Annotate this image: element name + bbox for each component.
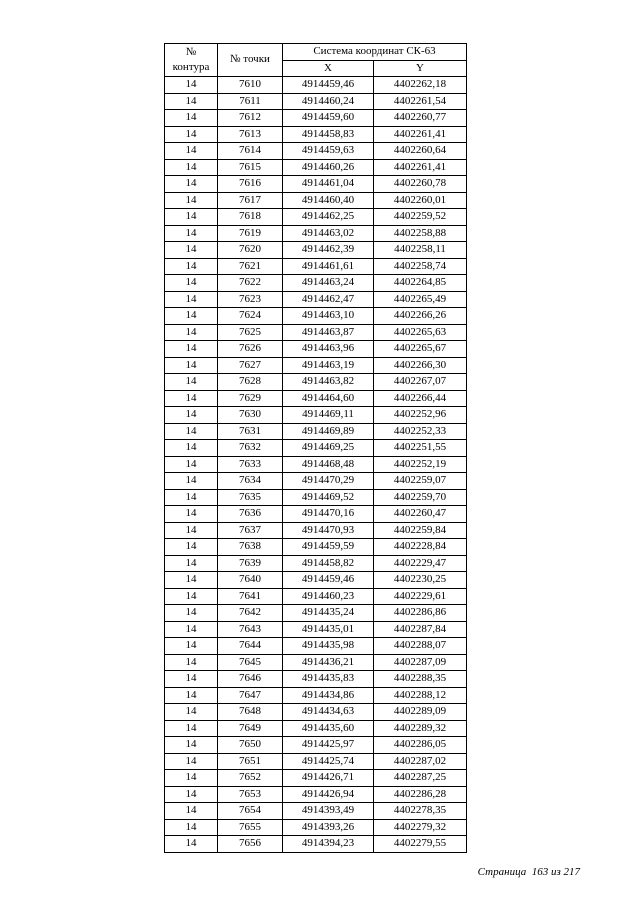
- cell-y: 4402279,32: [374, 819, 467, 836]
- cell-point: 7636: [218, 506, 283, 523]
- page-label: Страница: [477, 866, 527, 878]
- cell-x: 4914458,82: [283, 555, 374, 572]
- cell-contour: 14: [165, 753, 218, 770]
- table-row: [165, 242, 467, 259]
- header-y: Y: [374, 60, 467, 77]
- cell-contour: 14: [165, 423, 218, 440]
- cell-y: 4402259,07: [374, 473, 467, 490]
- cell-y: 4402265,49: [374, 291, 467, 308]
- cell-y: 4402289,32: [374, 720, 467, 737]
- cell-y: 4402286,86: [374, 605, 467, 622]
- table-row: [165, 720, 467, 737]
- cell-x: 4914436,21: [283, 654, 374, 671]
- cell-x: 4914464,60: [283, 390, 374, 407]
- cell-point: 7611: [218, 93, 283, 110]
- cell-contour: 14: [165, 324, 218, 341]
- table-row: [165, 110, 467, 127]
- cell-x: 4914459,46: [283, 77, 374, 94]
- cell-x: 4914463,10: [283, 308, 374, 325]
- cell-contour: 14: [165, 836, 218, 853]
- cell-x: 4914458,83: [283, 126, 374, 143]
- cell-y: 4402267,07: [374, 374, 467, 391]
- table-row: [165, 489, 467, 506]
- cell-x: 4914470,93: [283, 522, 374, 539]
- header-point: № точки: [218, 44, 283, 77]
- cell-y: 4402288,12: [374, 687, 467, 704]
- cell-x: 4914470,29: [283, 473, 374, 490]
- table-row: [165, 275, 467, 292]
- cell-x: 4914393,49: [283, 803, 374, 820]
- cell-contour: 14: [165, 654, 218, 671]
- cell-point: 7617: [218, 192, 283, 209]
- cell-point: 7610: [218, 77, 283, 94]
- table-row: [165, 308, 467, 325]
- cell-x: 4914469,89: [283, 423, 374, 440]
- cell-contour: 14: [165, 126, 218, 143]
- cell-contour: 14: [165, 605, 218, 622]
- table-row: [165, 176, 467, 193]
- table-row: [165, 506, 467, 523]
- cell-point: 7642: [218, 605, 283, 622]
- cell-contour: 14: [165, 390, 218, 407]
- cell-x: 4914468,48: [283, 456, 374, 473]
- cell-x: 4914459,60: [283, 110, 374, 127]
- cell-x: 4914461,61: [283, 258, 374, 275]
- cell-y: 4402288,35: [374, 671, 467, 688]
- cell-point: 7630: [218, 407, 283, 424]
- cell-contour: 14: [165, 621, 218, 638]
- cell-point: 7618: [218, 209, 283, 226]
- table-row: [165, 440, 467, 457]
- cell-contour: 14: [165, 671, 218, 688]
- cell-contour: 14: [165, 77, 218, 94]
- table-row: [165, 753, 467, 770]
- cell-y: 4402229,47: [374, 555, 467, 572]
- cell-x: 4914470,16: [283, 506, 374, 523]
- cell-contour: 14: [165, 341, 218, 358]
- cell-x: 4914463,82: [283, 374, 374, 391]
- cell-contour: 14: [165, 506, 218, 523]
- cell-point: 7612: [218, 110, 283, 127]
- table-row: [165, 555, 467, 572]
- cell-contour: 14: [165, 720, 218, 737]
- cell-y: 4402261,54: [374, 93, 467, 110]
- cell-y: 4402288,07: [374, 638, 467, 655]
- cell-y: 4402286,28: [374, 786, 467, 803]
- table-row: [165, 671, 467, 688]
- table-row: [165, 159, 467, 176]
- cell-contour: 14: [165, 93, 218, 110]
- cell-point: 7644: [218, 638, 283, 655]
- table-row: [165, 588, 467, 605]
- cell-point: 7627: [218, 357, 283, 374]
- table-row: [165, 93, 467, 110]
- page-total: 217: [563, 866, 580, 878]
- cell-y: 4402260,01: [374, 192, 467, 209]
- cell-y: 4402287,09: [374, 654, 467, 671]
- cell-contour: 14: [165, 539, 218, 556]
- cell-point: 7655: [218, 819, 283, 836]
- cell-point: 7640: [218, 572, 283, 589]
- cell-point: 7635: [218, 489, 283, 506]
- table-row: [165, 770, 467, 787]
- cell-y: 4402260,77: [374, 110, 467, 127]
- cell-x: 4914426,94: [283, 786, 374, 803]
- table-row: [165, 291, 467, 308]
- cell-y: 4402287,25: [374, 770, 467, 787]
- table-row: [165, 225, 467, 242]
- cell-x: 4914434,63: [283, 704, 374, 721]
- table-row: [165, 803, 467, 820]
- cell-contour: 14: [165, 522, 218, 539]
- table-row: [165, 143, 467, 160]
- table-row: [165, 654, 467, 671]
- cell-y: 4402265,67: [374, 341, 467, 358]
- table-row: [165, 572, 467, 589]
- cell-x: 4914462,47: [283, 291, 374, 308]
- cell-point: 7634: [218, 473, 283, 490]
- cell-y: 4402266,44: [374, 390, 467, 407]
- cell-point: 7622: [218, 275, 283, 292]
- cell-y: 4402264,85: [374, 275, 467, 292]
- table-row: [165, 522, 467, 539]
- cell-y: 4402279,55: [374, 836, 467, 853]
- cell-contour: 14: [165, 687, 218, 704]
- cell-point: 7643: [218, 621, 283, 638]
- cell-y: 4402260,47: [374, 506, 467, 523]
- cell-x: 4914460,40: [283, 192, 374, 209]
- cell-point: 7632: [218, 440, 283, 457]
- cell-y: 4402265,63: [374, 324, 467, 341]
- cell-y: 4402259,70: [374, 489, 467, 506]
- table-row: [165, 324, 467, 341]
- cell-x: 4914435,24: [283, 605, 374, 622]
- cell-x: 4914426,71: [283, 770, 374, 787]
- cell-contour: 14: [165, 456, 218, 473]
- table-row: [165, 407, 467, 424]
- cell-x: 4914469,25: [283, 440, 374, 457]
- cell-contour: 14: [165, 704, 218, 721]
- cell-y: 4402258,74: [374, 258, 467, 275]
- cell-y: 4402252,19: [374, 456, 467, 473]
- cell-point: 7645: [218, 654, 283, 671]
- cell-point: 7648: [218, 704, 283, 721]
- cell-contour: 14: [165, 225, 218, 242]
- table-row: [165, 473, 467, 490]
- cell-point: 7639: [218, 555, 283, 572]
- cell-point: 7625: [218, 324, 283, 341]
- cell-x: 4914434,86: [283, 687, 374, 704]
- cell-point: 7616: [218, 176, 283, 193]
- table-row: [165, 374, 467, 391]
- cell-contour: 14: [165, 192, 218, 209]
- cell-x: 4914459,59: [283, 539, 374, 556]
- cell-point: 7615: [218, 159, 283, 176]
- header-x: X: [283, 60, 374, 77]
- cell-point: 7620: [218, 242, 283, 259]
- cell-point: 7619: [218, 225, 283, 242]
- table-row: [165, 77, 467, 94]
- page-sep: из: [550, 866, 561, 878]
- cell-x: 4914462,25: [283, 209, 374, 226]
- cell-contour: 14: [165, 770, 218, 787]
- cell-y: 4402252,33: [374, 423, 467, 440]
- cell-x: 4914462,39: [283, 242, 374, 259]
- cell-x: 4914469,52: [283, 489, 374, 506]
- cell-contour: 14: [165, 291, 218, 308]
- cell-contour: 14: [165, 159, 218, 176]
- cell-contour: 14: [165, 143, 218, 160]
- cell-y: 4402251,55: [374, 440, 467, 457]
- table-row: [165, 456, 467, 473]
- cell-point: 7626: [218, 341, 283, 358]
- cell-y: 4402258,11: [374, 242, 467, 259]
- cell-contour: 14: [165, 572, 218, 589]
- cell-x: 4914425,97: [283, 737, 374, 754]
- page-current: 163: [531, 866, 549, 878]
- cell-contour: 14: [165, 258, 218, 275]
- cell-y: 4402260,78: [374, 176, 467, 193]
- cell-y: 4402262,18: [374, 77, 467, 94]
- cell-y: 4402258,88: [374, 225, 467, 242]
- cell-y: 4402252,96: [374, 407, 467, 424]
- table-row: [165, 126, 467, 143]
- cell-contour: 14: [165, 407, 218, 424]
- cell-x: 4914469,11: [283, 407, 374, 424]
- table-row: [165, 209, 467, 226]
- cell-contour: 14: [165, 819, 218, 836]
- cell-point: 7652: [218, 770, 283, 787]
- header-contour: [165, 44, 218, 77]
- cell-point: 7641: [218, 588, 283, 605]
- table-row: [165, 390, 467, 407]
- table-row: [165, 357, 467, 374]
- cell-x: 4914459,46: [283, 572, 374, 589]
- cell-point: 7623: [218, 291, 283, 308]
- cell-point: 7629: [218, 390, 283, 407]
- cell-x: 4914461,04: [283, 176, 374, 193]
- cell-y: 4402259,84: [374, 522, 467, 539]
- table-row: [165, 192, 467, 209]
- cell-contour: 14: [165, 803, 218, 820]
- cell-point: 7647: [218, 687, 283, 704]
- cell-contour: 14: [165, 209, 218, 226]
- cell-point: 7614: [218, 143, 283, 160]
- cell-point: 7631: [218, 423, 283, 440]
- coordinates-table: [164, 43, 467, 853]
- cell-contour: 14: [165, 440, 218, 457]
- table-body: [165, 77, 467, 853]
- table-row: [165, 341, 467, 358]
- cell-contour: 14: [165, 242, 218, 259]
- cell-x: 4914463,96: [283, 341, 374, 358]
- cell-x: 4914435,83: [283, 671, 374, 688]
- table-row: [165, 638, 467, 655]
- table-row: [165, 423, 467, 440]
- cell-contour: 14: [165, 275, 218, 292]
- table-row: [165, 258, 467, 275]
- cell-y: 4402286,05: [374, 737, 467, 754]
- cell-point: 7651: [218, 753, 283, 770]
- cell-y: 4402261,41: [374, 126, 467, 143]
- table-row: [165, 539, 467, 556]
- cell-x: 4914460,26: [283, 159, 374, 176]
- cell-contour: 14: [165, 357, 218, 374]
- cell-contour: 14: [165, 737, 218, 754]
- cell-point: 7656: [218, 836, 283, 853]
- cell-x: 4914460,23: [283, 588, 374, 605]
- header-coordinate-system: Система координат СК-63: [283, 44, 467, 61]
- cell-point: 7633: [218, 456, 283, 473]
- cell-y: 4402228,84: [374, 539, 467, 556]
- cell-x: 4914463,24: [283, 275, 374, 292]
- cell-point: 7624: [218, 308, 283, 325]
- cell-contour: 14: [165, 374, 218, 391]
- table-row: [165, 737, 467, 754]
- cell-x: 4914460,24: [283, 93, 374, 110]
- cell-contour: 14: [165, 176, 218, 193]
- cell-contour: 14: [165, 489, 218, 506]
- cell-point: 7637: [218, 522, 283, 539]
- cell-contour: 14: [165, 555, 218, 572]
- cell-x: 4914435,98: [283, 638, 374, 655]
- cell-contour: 14: [165, 786, 218, 803]
- header-contour-line2: контура: [172, 61, 210, 73]
- cell-y: 4402229,61: [374, 588, 467, 605]
- table-row: [165, 621, 467, 638]
- cell-y: 4402287,84: [374, 621, 467, 638]
- cell-y: 4402230,25: [374, 572, 467, 589]
- cell-contour: 14: [165, 473, 218, 490]
- cell-x: 4914435,60: [283, 720, 374, 737]
- table-row: [165, 687, 467, 704]
- cell-point: 7654: [218, 803, 283, 820]
- cell-point: 7646: [218, 671, 283, 688]
- cell-point: 7638: [218, 539, 283, 556]
- table-row: [165, 819, 467, 836]
- cell-y: 4402266,30: [374, 357, 467, 374]
- cell-y: 4402278,35: [374, 803, 467, 820]
- table-row: [165, 786, 467, 803]
- cell-x: 4914463,02: [283, 225, 374, 242]
- cell-point: 7653: [218, 786, 283, 803]
- cell-point: 7650: [218, 737, 283, 754]
- cell-point: 7649: [218, 720, 283, 737]
- table-header-row: [165, 44, 467, 61]
- cell-y: 4402261,41: [374, 159, 467, 176]
- cell-contour: 14: [165, 588, 218, 605]
- cell-point: 7628: [218, 374, 283, 391]
- cell-point: 7621: [218, 258, 283, 275]
- page-footer: [440, 866, 580, 878]
- cell-x: 4914425,74: [283, 753, 374, 770]
- cell-x: 4914463,19: [283, 357, 374, 374]
- cell-x: 4914435,01: [283, 621, 374, 638]
- table-row: [165, 605, 467, 622]
- cell-y: 4402259,52: [374, 209, 467, 226]
- cell-y: 4402289,09: [374, 704, 467, 721]
- cell-x: 4914463,87: [283, 324, 374, 341]
- cell-point: 7613: [218, 126, 283, 143]
- cell-y: 4402266,26: [374, 308, 467, 325]
- cell-x: 4914393,26: [283, 819, 374, 836]
- cell-x: 4914459,63: [283, 143, 374, 160]
- cell-contour: 14: [165, 638, 218, 655]
- cell-y: 4402287,02: [374, 753, 467, 770]
- cell-y: 4402260,64: [374, 143, 467, 160]
- cell-x: 4914394,23: [283, 836, 374, 853]
- cell-contour: 14: [165, 110, 218, 127]
- table-row: [165, 704, 467, 721]
- cell-contour: 14: [165, 308, 218, 325]
- table-row: [165, 836, 467, 853]
- header-contour-line1: №: [185, 45, 197, 58]
